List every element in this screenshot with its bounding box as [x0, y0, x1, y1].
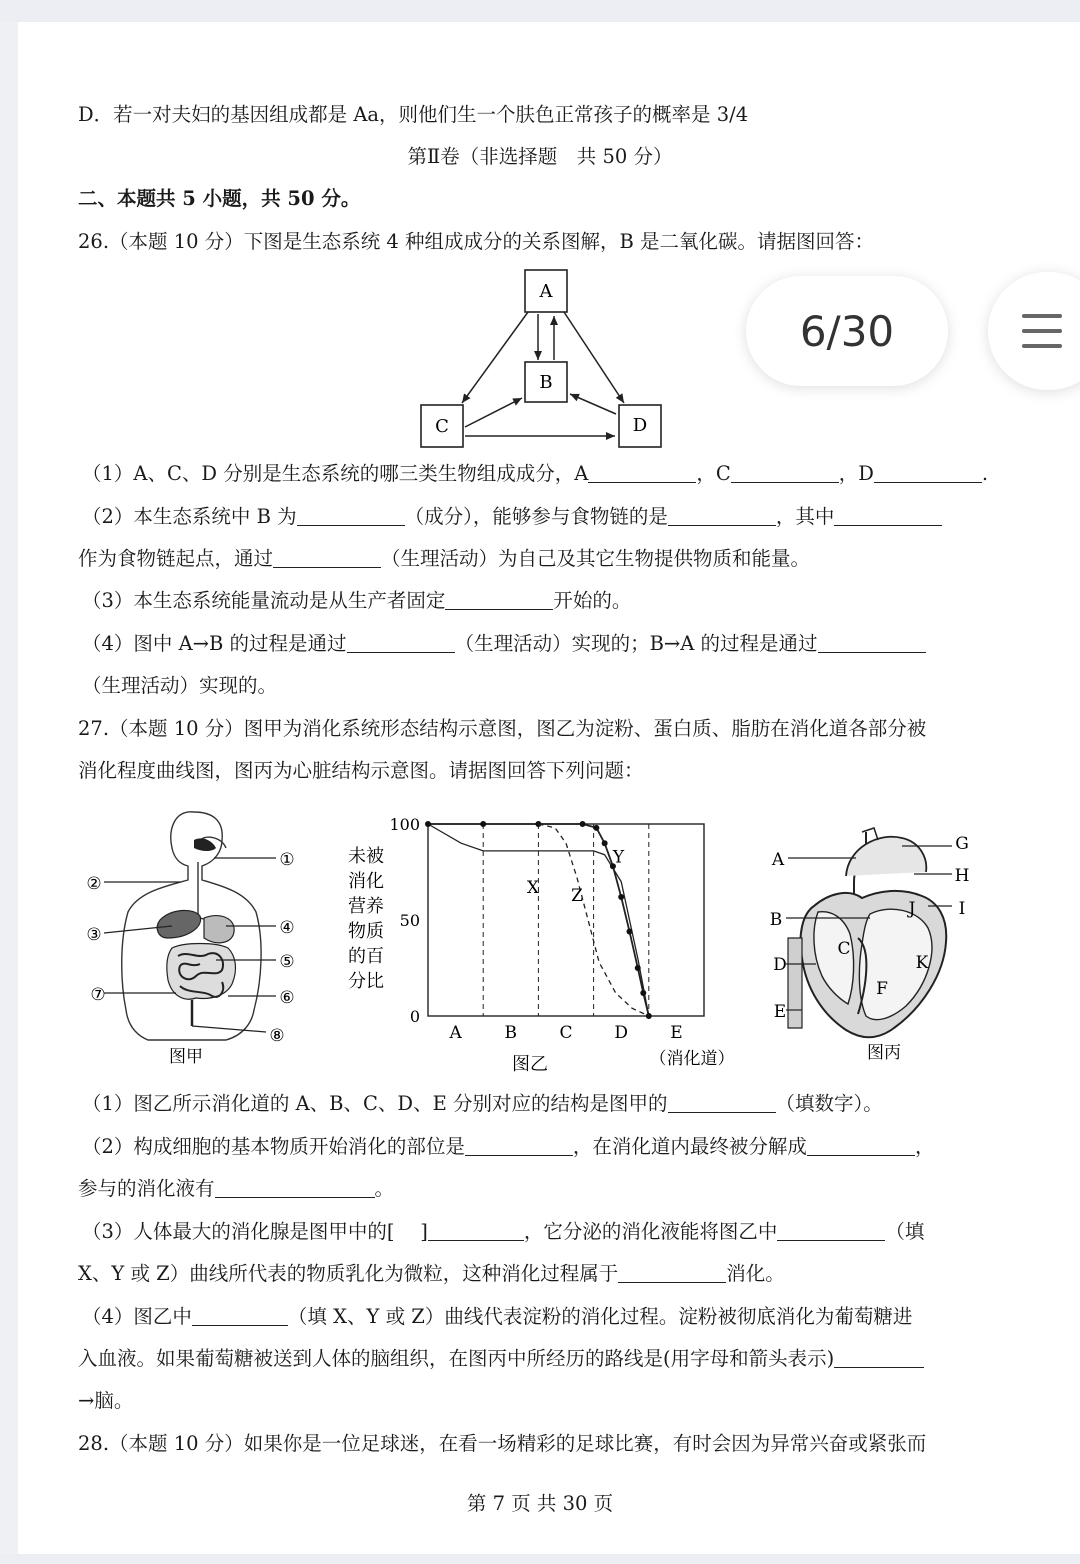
- part-heading: 二、本题共 5 小题，共 50 分。: [78, 187, 361, 210]
- q28-stem: 28.（本题 10 分）如果你是一位足球迷，在看一场精彩的足球比赛，有时会因为异常兴奋或紧张而: [78, 1432, 927, 1455]
- heart-label-h: H: [954, 866, 970, 886]
- heart-label-b: B: [769, 910, 783, 930]
- y-axis-label-part: 未被: [348, 846, 384, 867]
- heart-label-g: G: [955, 834, 969, 854]
- curve-y-point: [618, 894, 624, 900]
- fig-jia-digestive-system: [76, 800, 316, 1075]
- node-d-label: D: [632, 415, 648, 436]
- q27-stem: 27.（本题 10 分）图甲为消化系统形态结构示意图，图乙为淀粉、蛋白质、脂肪在消化道各部分被: [78, 717, 927, 740]
- heart-label-a: A: [771, 850, 785, 870]
- fig-yi-digestion-chart: [340, 806, 740, 1076]
- y-axis-label-part: 分比: [348, 971, 384, 992]
- liver-shape: [157, 910, 200, 938]
- label-4: ④: [279, 918, 295, 938]
- heart-label-k: K: [915, 953, 929, 973]
- y-tick-label: 100: [389, 815, 420, 834]
- section-title: 第Ⅱ卷（非选择题 共 50 分）: [407, 145, 673, 168]
- curve-label-x: X: [526, 878, 539, 899]
- fig-bing-caption: 图丙: [867, 1043, 901, 1063]
- q27-part2-cont: 参与的消化液有 。: [78, 1177, 395, 1200]
- x-tick-label: E: [670, 1023, 683, 1043]
- curve-y-point: [602, 840, 608, 846]
- label-5: ⑤: [279, 952, 295, 972]
- label-8: ⑧: [269, 1026, 285, 1046]
- curve-y-point: [425, 821, 431, 827]
- label-6: ⑥: [279, 988, 295, 1008]
- q27-part4: （4）图乙中 （填 X、Y 或 Z）曲线代表淀粉的消化过程。淀粉被彻底消化为葡萄糖进: [82, 1305, 913, 1328]
- curve-label-z: Z: [571, 885, 583, 906]
- label-7: ⑦: [90, 985, 106, 1005]
- arrow-a-to-c: [462, 312, 528, 403]
- q27-part4-end: →脑。: [78, 1389, 134, 1412]
- ecosystem-diagram: [410, 264, 670, 454]
- curve-label-y: Y: [612, 847, 625, 868]
- q27-stem-cont: 消化程度曲线图，图丙为心脏结构示意图。请据图回答下列问题：: [78, 759, 644, 782]
- viewer-top-bar: [0, 0, 1080, 22]
- option-d: D．若一对夫妇的基因组成都是 Aa，则他们生一个肤色正常孩子的概率是 3/4: [78, 103, 749, 126]
- x-tick-label: A: [449, 1023, 462, 1043]
- y-tick-label: 50: [399, 911, 420, 930]
- q26-stem: 26.（本题 10 分）下图是生态系统 4 种组成成分的关系图解，B 是二氧化碳。请据图回答：: [78, 230, 875, 253]
- q26-part4: （4）图中 A→B 的过程是通过 （生理活动）实现的；B→A 的过程是通过: [82, 631, 926, 657]
- q27-part3: （3）人体最大的消化腺是图甲中的[ ] ，它分泌的消化液能将图乙中 （填: [82, 1220, 925, 1243]
- q27-part2: （2）构成细胞的基本物质开始消化的部位是 ，在消化道内最终被分解成 ，: [82, 1135, 935, 1158]
- node-a-label: A: [539, 281, 553, 302]
- vena-cava: [788, 938, 802, 1028]
- q26-part2-cont: 作为食物链起点，通过 （生理活动）为自己及其它生物提供物质和能量。: [78, 547, 811, 570]
- heart-label-d: D: [773, 955, 787, 975]
- y-axis-label-part: 营养: [348, 896, 384, 917]
- q26-part4-cont: （生理活动）实现的。: [82, 674, 278, 697]
- viewer-bottom-bar: [0, 1554, 1080, 1564]
- label-2: ②: [86, 874, 102, 894]
- x-tick-label: B: [504, 1023, 518, 1043]
- q26-part3: （3）本生态系统能量流动是从生产者固定 开始的。: [82, 589, 632, 612]
- label-1: ①: [279, 850, 295, 870]
- heart-label-i: I: [958, 899, 966, 919]
- aorta-arch: [846, 837, 926, 876]
- curve-y-point: [640, 990, 646, 996]
- plot-frame: [428, 824, 704, 1016]
- arrow-d-to-b: [570, 394, 616, 414]
- page-footer: 第 7 页 共 30 页: [466, 1492, 614, 1515]
- curve-y-point: [626, 929, 632, 935]
- node-b-label: B: [539, 372, 553, 393]
- heart-label-e: E: [773, 1002, 787, 1022]
- fig-bing-heart: [762, 818, 992, 1068]
- stomach-shape: [204, 916, 234, 943]
- q26-part2: （2）本生态系统中 B 为 （成分），能够参与食物链的是 ，其中: [82, 504, 942, 530]
- curve-y-point: [635, 965, 641, 971]
- curve-y-point: [480, 821, 486, 827]
- label-3: ③: [86, 925, 102, 945]
- q27-part1: （1）图乙所示消化道的 A、B、C、D、E 分别对应的结构是图甲的 （填数字）。: [82, 1092, 883, 1115]
- y-axis-label-part: 的百: [348, 946, 384, 967]
- fig-jia-caption: 图甲: [169, 1047, 203, 1067]
- y-axis-label-part: 消化: [348, 871, 384, 892]
- arrow-a-to-d: [564, 312, 624, 403]
- node-c-label: C: [435, 416, 449, 437]
- fig-yi-caption: 图乙: [512, 1054, 548, 1075]
- curve-y-point: [593, 825, 599, 831]
- intestine-outline: [167, 944, 236, 1000]
- q27-part3-cont: X、Y 或 Z）曲线所代表的物质乳化为微粒，这种消化过程属于 消化。: [78, 1262, 785, 1285]
- x-tick-label: C: [559, 1023, 573, 1043]
- q27-part4-cont: 入血液。如果葡萄糖被送到人体的脑组织，在图丙中所经历的路线是(用字母和箭头表示): [78, 1346, 924, 1372]
- curve-y-point: [580, 821, 586, 827]
- q26-part1: （1）A、C、D 分别是生态系统的哪三类生物组成成分，A ，C ，D .: [82, 462, 989, 485]
- x-axis-label: （消化道）: [649, 1049, 735, 1069]
- arrow-c-to-b: [465, 398, 522, 427]
- y-axis-label-part: 物质: [348, 921, 384, 942]
- heart-label-f: F: [876, 979, 888, 999]
- page-counter-badge[interactable]: 6/30: [746, 276, 948, 386]
- mouth-shape: [194, 838, 216, 851]
- heart-label-j: J: [908, 899, 916, 919]
- y-tick-label: 0: [409, 1007, 420, 1026]
- x-tick-label: D: [614, 1023, 629, 1043]
- heart-label-c: C: [837, 939, 851, 959]
